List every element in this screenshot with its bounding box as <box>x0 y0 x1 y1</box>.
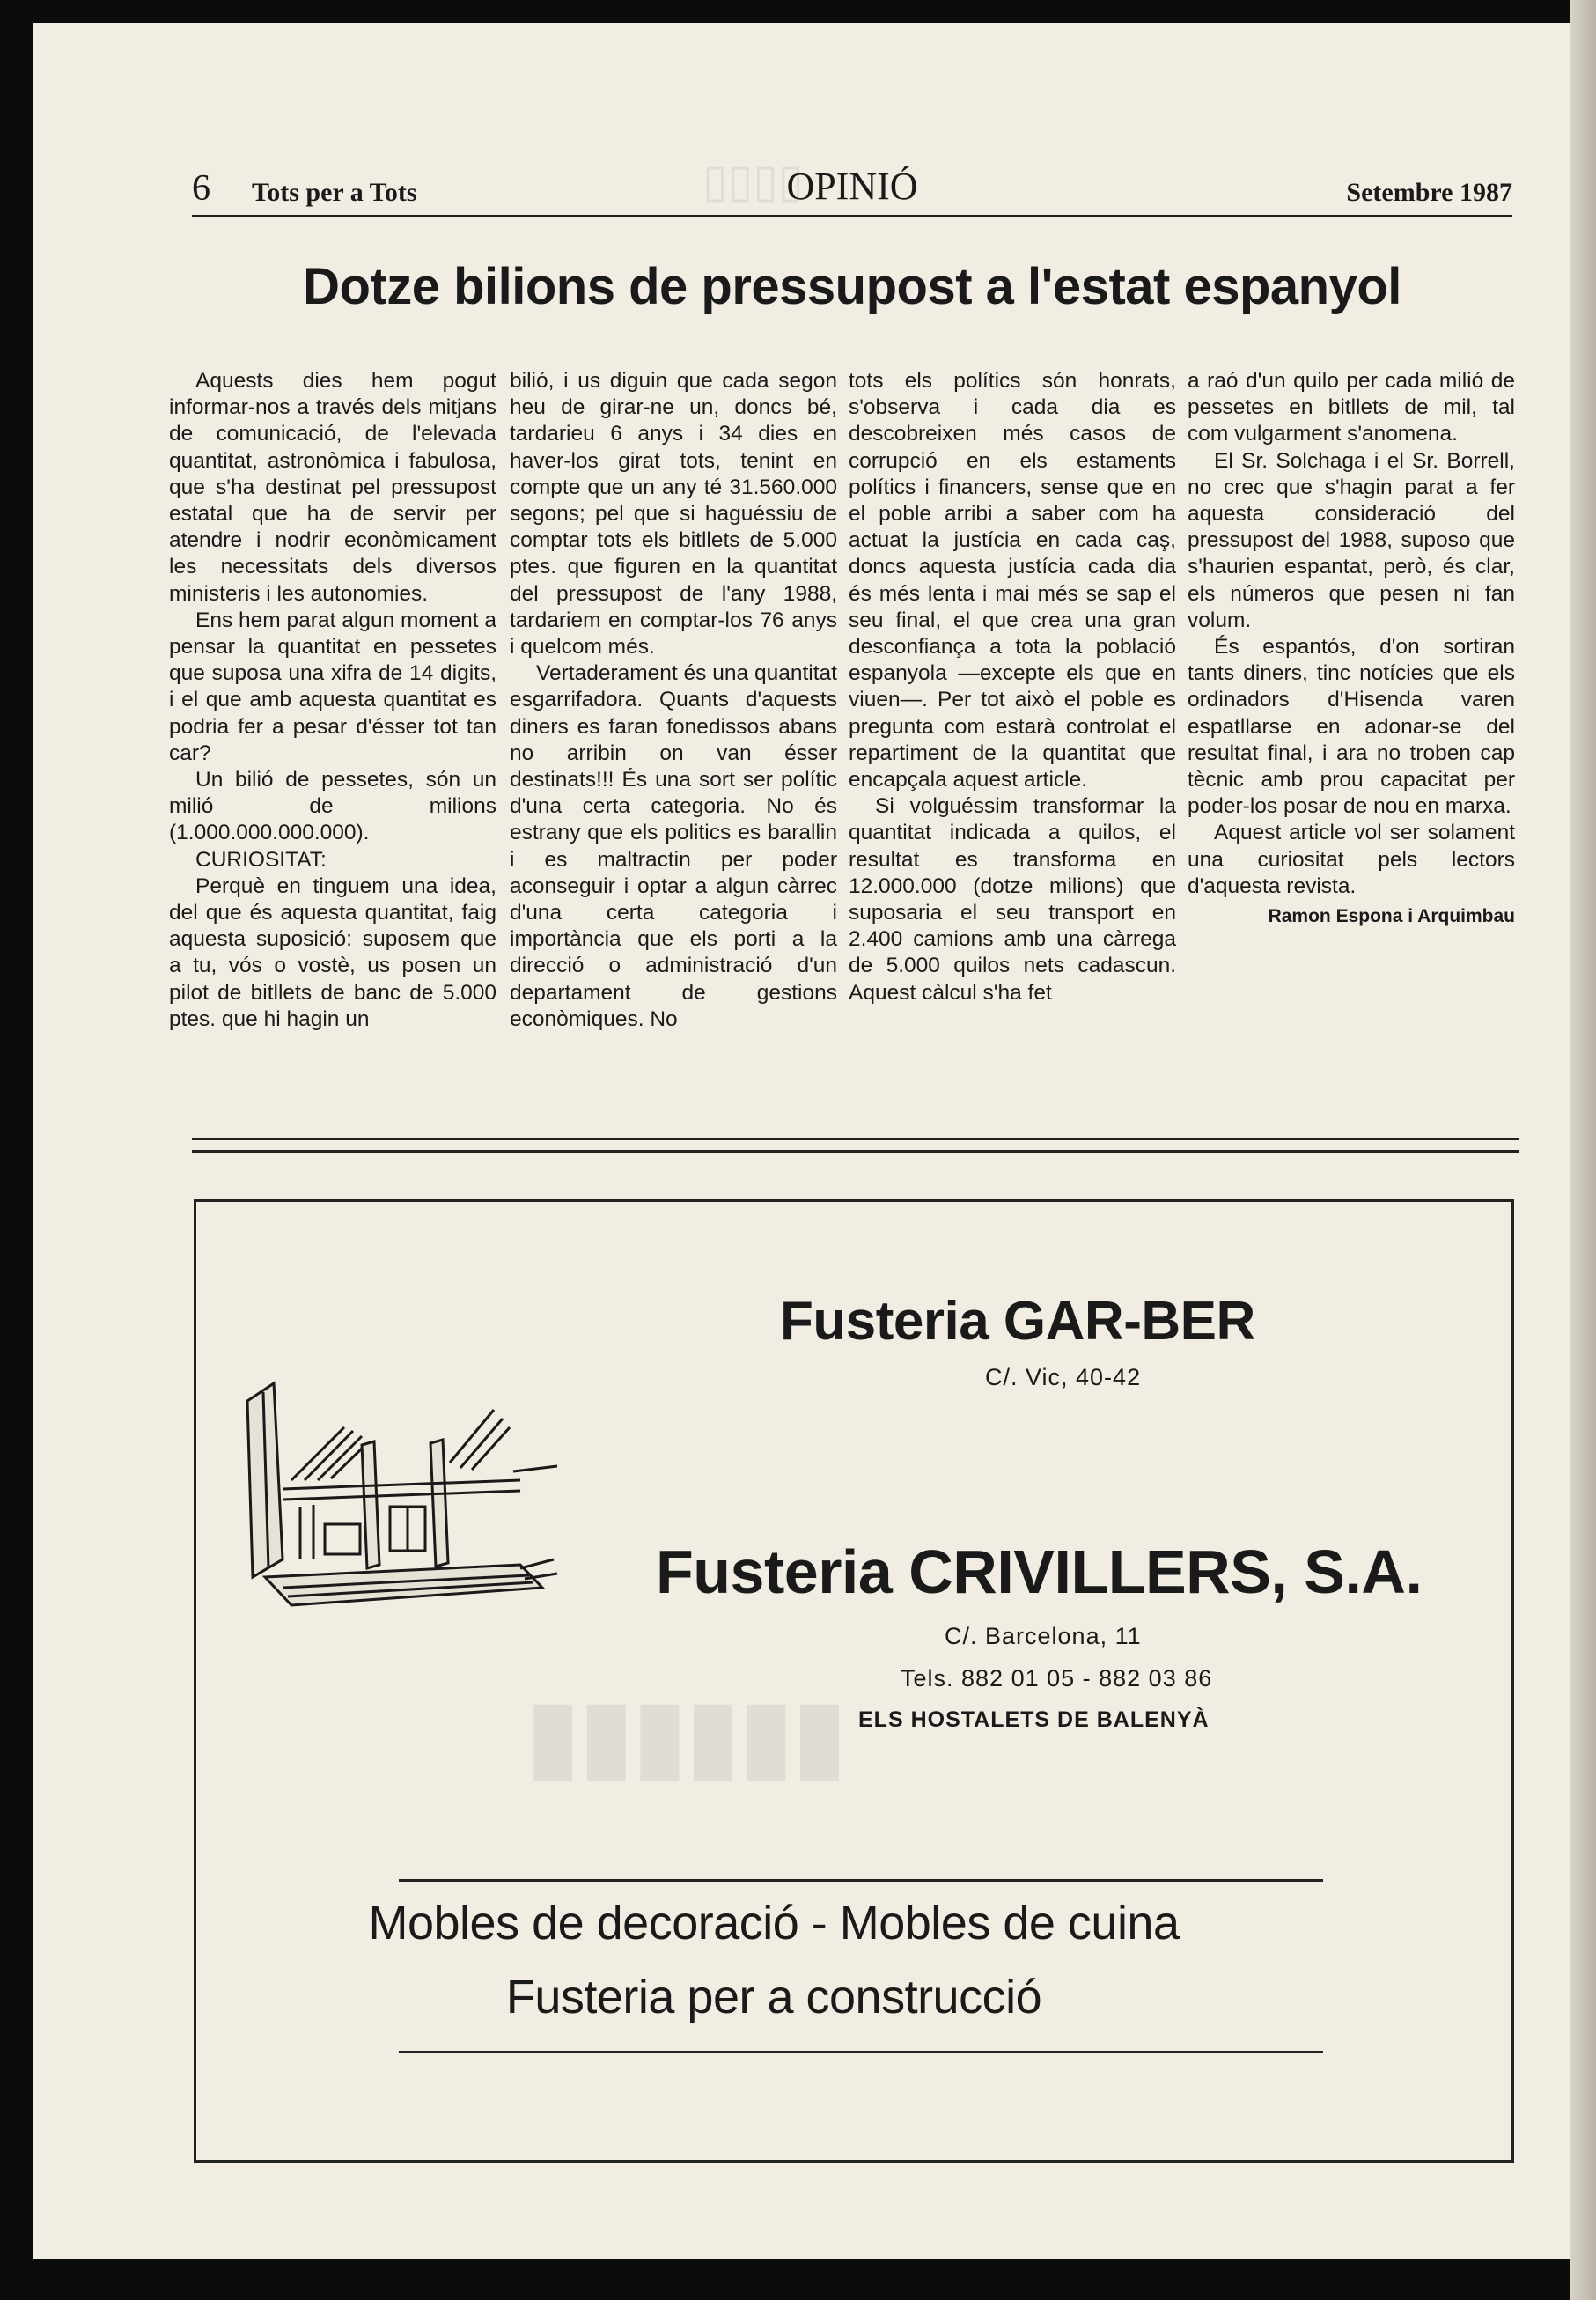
paragraph: a raó d'un quilo per cada milió de pessetes en bitllets de mil, tal com vulgarment s'anomena. <box>1188 369 1515 446</box>
paragraph: És espantós, d'on sortiran tants diners, tinc notícies que els ordinadors d'Hisenda varen espatllarse en adonar-se del resultat final, i ara no troben cap tècnic amb prou capacitat per poder-los posar de nou en marxa. <box>1188 635 1515 819</box>
article-author: Ramon Espona i Arquimbau <box>1268 906 1515 927</box>
divider-rule <box>399 1879 1323 1882</box>
page-edge <box>1570 0 1596 2300</box>
paragraph: Si volguéssim transformar la quantitat indicada a quilos, el resultat es transforma en 12.000.000 (dotze milions) que suposaria el seu transport en 2.400 camions amb una càrrega de 5.000 quilos nets cadascun. Aquest càlcul s'ha fet <box>849 794 1176 1005</box>
paragraph: tots els polítics són honrats, s'observa i cada dia es descobreixen més casos de corrupció en els estaments polítics i financers, sense que en el poble arribi a saber com ha actuat la justícia en cada caş, doncs aquesta justícia cada dia és més lenta i mai més se sap el seu final, el que crea una gran desconfiança a tota la població espanyola —excepte els que en viuen—. Per tot això el poble es pregunta com estarà controlat el repartiment de la quantitat que encapçala aquest article. <box>849 369 1176 792</box>
products-line-1: Mobles de decoració - Mobles de cuina <box>368 1897 1180 1950</box>
divider-rule <box>192 1150 1519 1153</box>
paragraph: Vertaderament és una quantitat esgarrifadora. Quants d'aquests diners es faran fonedissos abans no arribin on van ésser destinats!!! És una sort ser polític d'una certa categoria. No és estrany que els politics es barallin i es maltractin per poder aconseguir i optar a algun càrrec d'una certa categoria i importància que els porti a la direcció o administració d'un departament de gestions econòmiques. No <box>510 661 837 1031</box>
business-2-address: C/. Barcelona, 11 <box>945 1623 1142 1649</box>
paragraph: bilió, i us diguin que cada segon heu de girar-ne un, doncs bé, tardarieu 6 anys i 34 dies en haver-los girat tots, tenint en compte que un any té 31.560.000 segons; pel que si haguéssiu de comptar tots els bitllets de 5.000 ptes. que figuren en la quantitat del pressupost de l'any 1988, tardariem en comptar-los 76 anys i quelcom més. <box>510 369 837 660</box>
business-1-name: Fusteria GAR-BER <box>780 1291 1255 1352</box>
house-frame-illustration-icon <box>230 1357 564 1642</box>
issue-date: Setembre 1987 <box>1346 178 1512 207</box>
divider-rule <box>192 1138 1519 1140</box>
paragraph: Ens hem parat algun moment a pensar la quantitat en pessetes que suposa una xifra de 14 digits, i el que amb aquesta quantitat es podria fer a pesar d'ésser tot tan car? <box>169 608 496 765</box>
divider-rule <box>399 2051 1323 2053</box>
paragraph: El Sr. Solchaga i el Sr. Borrell, no crec que s'hagin parat a fer aquesta consideració del pressupost del 1988, suposo que s'haurien espantat, però, és clar, els números que pesen ni fan volum. <box>1188 448 1515 632</box>
bleed-through-mark: ▮▮▮▮▮▮ <box>526 1681 847 1789</box>
business-2-name: Fusteria CRIVILLERS, S.A. <box>656 1537 1423 1606</box>
article-column-3 <box>849 368 1176 1006</box>
section-title: OPINIÓ <box>786 165 918 208</box>
products-line-2: Fusteria per a construcció <box>505 1971 1042 2024</box>
article-column-4 <box>1188 368 1515 930</box>
article-column-1 <box>169 368 496 1033</box>
bleed-through-mark: ▯▯▯▯ <box>702 157 804 207</box>
page-header <box>192 153 1512 217</box>
paragraph: Un bilió de pessetes, són un milió de milions (1.000.000.000.000). <box>169 768 496 845</box>
article-column-2 <box>510 368 837 1033</box>
newspaper-page <box>33 23 1570 2259</box>
paragraph: Aquests dies hem pogut informar-nos a través dels mitjans de comunicació, de l'elevada quantitat, astronòmica i fabulosa, que s'ha destinat pel pressupost estatal que ha de servir per atendre i nodrir econòmicament les necessitats dels diversos ministeris i les autonomies. <box>169 369 496 606</box>
page-number: 6 <box>192 168 210 209</box>
business-2-phones: Tels. 882 01 05 - 882 03 86 <box>901 1665 1213 1692</box>
business-2-town: ELS HOSTALETS DE BALENYÀ <box>858 1707 1210 1732</box>
business-1-address: C/. Vic, 40-42 <box>985 1364 1142 1390</box>
advertisement-box <box>194 1199 1514 2163</box>
publication-name: Tots per a Tots <box>252 178 417 207</box>
paragraph: Aquest article vol ser solament una curiositat pels lectors d'aquesta revista. <box>1188 821 1515 898</box>
paragraph: CURIOSITAT: <box>195 847 327 872</box>
paragraph: Perquè en tinguem una idea, del que és aquesta quantitat, faig aquesta suposició: suposem que a tu, vós o vostè, us posen un pilot de bitllets de banc de 5.000 ptes. que hi hagin un <box>169 874 496 1031</box>
article-headline: Dotze bilions de pressupost a l'estat espanyol <box>303 258 1401 315</box>
